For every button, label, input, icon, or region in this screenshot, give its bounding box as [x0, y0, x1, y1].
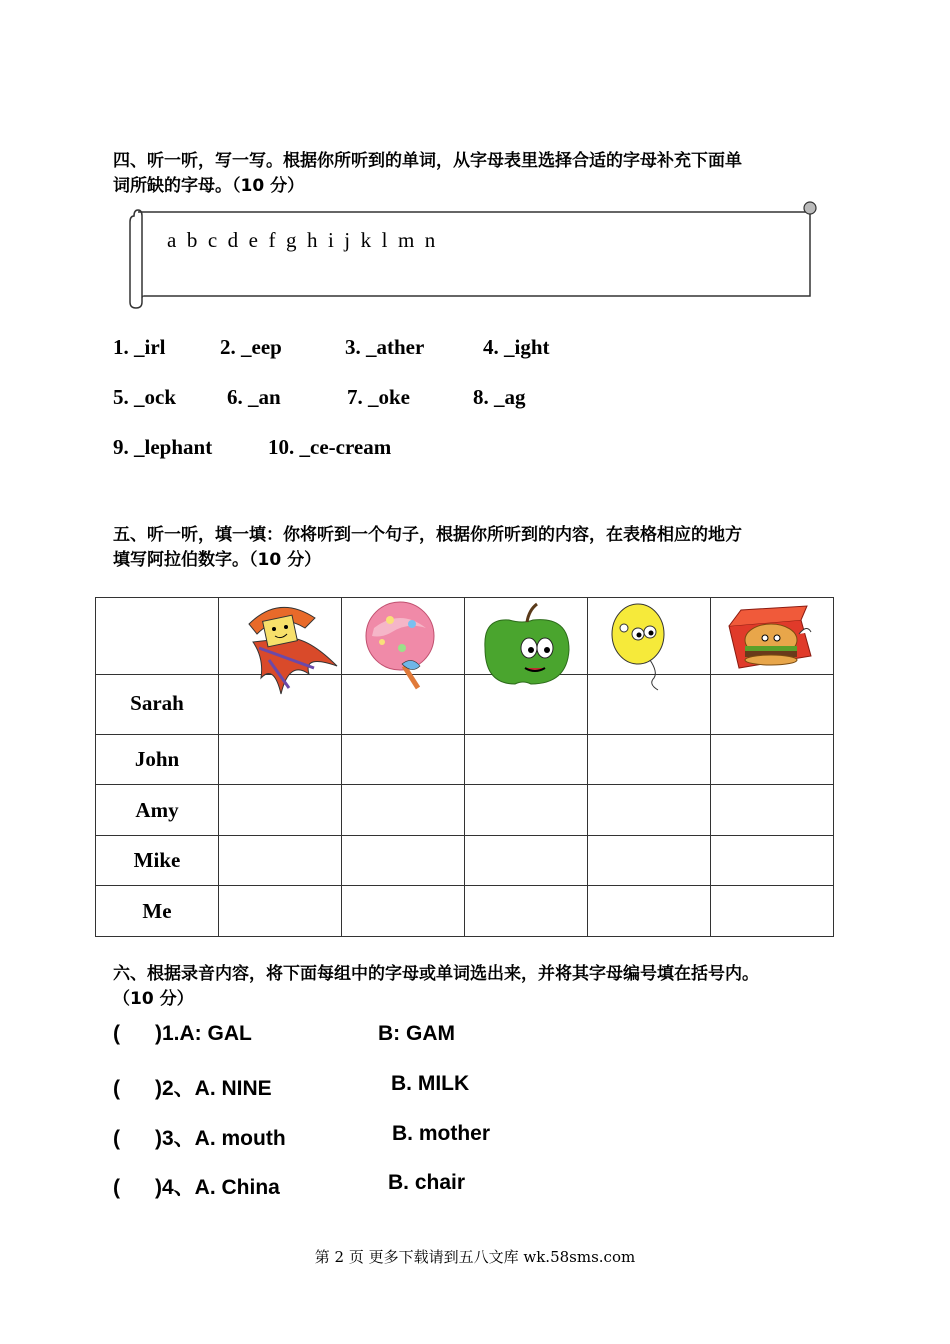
answer-cell[interactable]: [588, 735, 711, 785]
lollipop-icon: [342, 598, 464, 694]
row-name-me: Me: [96, 886, 219, 937]
s4-item-5: 5. _ock: [113, 385, 176, 409]
section5-title-line1: 五、听一听，填一填：你将听到一个句子，根据你所听到的内容，在表格相应的地方: [113, 525, 742, 545]
section6-title-line1: 六、根据录音内容，将下面每组中的字母或单词选出来，并将其字母编号填在括号内。: [113, 964, 759, 984]
alphabet-scroll: [126, 198, 822, 310]
section6-title-line2: （10 分）: [113, 989, 194, 1009]
section4-title: [113, 149, 742, 199]
answer-cell[interactable]: [711, 836, 834, 886]
header-blank-cell: [96, 598, 219, 675]
q1-option-b: B: GAM: [378, 1022, 455, 1045]
q1-option-a: ( )1.A: GAL: [113, 1022, 252, 1045]
answer-table: [95, 597, 834, 937]
answer-cell[interactable]: [219, 886, 342, 937]
hamburger-icon: [711, 598, 843, 694]
kite-icon: [219, 598, 341, 694]
s4-item-10: 10. _ce-cream: [268, 435, 392, 459]
q2-option-b: B. MILK: [391, 1072, 470, 1095]
page-footer: 第 2 页 更多下载请到五八文库 wk.58sms.com: [314, 1248, 636, 1266]
q2-option-a: ( )2、A. NINE: [113, 1077, 272, 1100]
answer-cell[interactable]: [465, 886, 588, 937]
kite-cell: [219, 598, 342, 675]
answer-cell[interactable]: [342, 785, 465, 836]
s4-item-4: 4. _ight: [483, 335, 550, 359]
answer-cell[interactable]: [342, 735, 465, 785]
row-name-john: John: [96, 735, 219, 785]
alphabet-letters: a b c d e f g h i j k l m n: [167, 228, 436, 252]
row-name-sarah: Sarah: [96, 675, 219, 735]
s4-item-2: 2. _eep: [220, 335, 282, 359]
answer-cell[interactable]: [465, 735, 588, 785]
answer-cell[interactable]: [588, 836, 711, 886]
row-name-mike: Mike: [96, 836, 219, 886]
section5-title: [113, 523, 742, 573]
apple-icon: [465, 598, 587, 694]
q3-option-a: ( )3、A. mouth: [113, 1127, 286, 1150]
s4-item-3: 3. _ather: [345, 335, 425, 359]
s4-item-7: 7. _oke: [347, 385, 410, 409]
answer-cell[interactable]: [342, 836, 465, 886]
s4-item-6: 6. _an: [227, 385, 281, 409]
s4-item-1: 1. _irl: [113, 335, 166, 359]
answer-cell[interactable]: [342, 886, 465, 937]
answer-cell[interactable]: [219, 735, 342, 785]
section4-title-line2: 词所缺的字母。（10 分）: [113, 176, 305, 196]
row-name-amy: Amy: [96, 785, 219, 836]
answer-cell[interactable]: [588, 785, 711, 836]
q3-option-b: B. mother: [392, 1122, 491, 1145]
answer-cell[interactable]: [711, 886, 834, 937]
apple-cell: [465, 598, 588, 675]
section6-title: [113, 962, 759, 1012]
lollipop-cell: [342, 598, 465, 675]
answer-cell[interactable]: [711, 735, 834, 785]
balloon-cell: [588, 598, 711, 675]
hamburger-cell: [711, 598, 834, 675]
answer-cell[interactable]: [465, 836, 588, 886]
answer-cell[interactable]: [588, 886, 711, 937]
scroll-frame-icon: [126, 198, 822, 310]
s4-item-9: 9. _lephant: [113, 435, 213, 459]
q4-option-a: ( )4、A. China: [113, 1176, 280, 1199]
q4-option-b: B. chair: [388, 1171, 466, 1194]
section5-title-line2: 填写阿拉伯数字。（10 分）: [113, 550, 322, 570]
answer-cell[interactable]: [711, 785, 834, 836]
s4-item-8: 8. _ag: [473, 385, 526, 409]
answer-cell[interactable]: [219, 836, 342, 886]
answer-cell[interactable]: [219, 785, 342, 836]
balloon-icon: [588, 598, 710, 694]
section4-title-line1: 四、听一听，写一写。根据你所听到的单词，从字母表里选择合适的字母补充下面单: [113, 151, 742, 171]
answer-cell[interactable]: [465, 785, 588, 836]
